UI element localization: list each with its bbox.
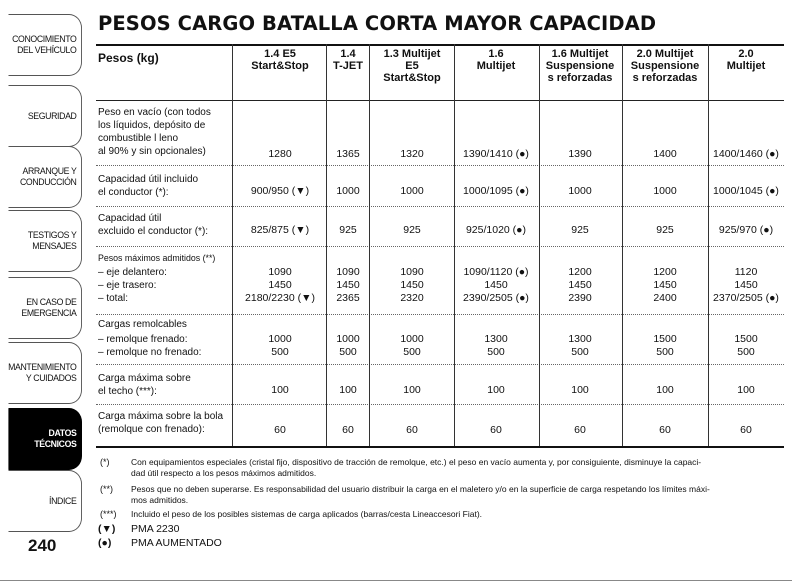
row-label: – remolque frenado: [98, 334, 188, 345]
table-cell: 1000 [568, 185, 592, 197]
table-cell: 100 [403, 384, 421, 396]
table-cell: 1500 [653, 333, 677, 345]
sidebar-tab-label: EN CASO DE EMERGENCIA [21, 297, 77, 319]
table-cell: 1200 [568, 266, 592, 278]
row-label: (remolque con frenado): [98, 424, 205, 435]
column-header-line: 2.0 [738, 48, 754, 60]
column-header-line: 1.3 Multijet [383, 48, 441, 60]
footnote-mark: (*) [100, 457, 110, 467]
column-header-line: E5 [405, 60, 419, 72]
sidebar-tab-arranque[interactable] [8, 146, 82, 208]
table-cell: 500 [339, 346, 357, 358]
column-header-line: Multijet [476, 60, 516, 72]
table-cell: 1450 [268, 279, 292, 291]
page-title: PESOS CARGO BATALLA CORTA MAYOR CAPACIDAD [98, 12, 657, 35]
column-header [454, 48, 538, 72]
table-cell: 500 [403, 346, 421, 358]
row-label: – remolque no frenado: [98, 347, 202, 358]
table-cell: 1000 [268, 333, 292, 345]
row-label: el techo (***): [98, 386, 157, 397]
row-label: Capacidad útil [98, 213, 162, 224]
table-cell: 500 [737, 346, 755, 358]
table-cell: 100 [487, 384, 505, 396]
table-cell: 2365 [336, 292, 360, 304]
sidebar-tab-emergencia[interactable] [8, 277, 82, 339]
table-cell: 1090 [336, 266, 360, 278]
table-cell: 1500 [734, 333, 758, 345]
row-divider [96, 246, 784, 247]
table-cell: 925 [656, 224, 674, 236]
table-cell: 925/970 (●) [718, 224, 774, 236]
sidebar-tab-mantenimiento[interactable] [8, 342, 82, 404]
page-number: 240 [28, 536, 57, 555]
row-label: – eje delantero: [98, 267, 167, 278]
row-divider [96, 206, 784, 207]
table-cell: 1300 [568, 333, 592, 345]
table-header-label: Pesos (kg) [98, 51, 159, 65]
column-header-line: s reforzadas [547, 72, 613, 84]
table-cell: 1200 [653, 266, 677, 278]
column-header-line: Suspensione [630, 60, 700, 72]
table-bottom-rule [96, 446, 784, 448]
column-header-line: Start&Stop [383, 72, 441, 84]
row-label: – total: [98, 293, 129, 304]
row-divider [96, 364, 784, 365]
table-cell: 1450 [568, 279, 592, 291]
table-cell: 1320 [400, 148, 424, 160]
row-label: combustible l leno [98, 133, 179, 144]
table-cell: 1000 [400, 185, 424, 197]
row-label: Capacidad útil incluido [98, 174, 199, 185]
row-label: excluido el conductor (*): [98, 226, 209, 237]
footnote-mark: (***) [100, 509, 117, 519]
column-header-line: s reforzadas [632, 72, 698, 84]
sidebar-tab-label: ÍNDICE [49, 495, 77, 507]
table-cell: 60 [274, 424, 286, 436]
table-cell: 60 [659, 424, 671, 436]
table-cell: 1390/1410 (●) [463, 148, 529, 160]
table-cell: 100 [737, 384, 755, 396]
sidebar-tab-label: CONOCIMIENTO DEL VEHÍCULO [12, 34, 77, 56]
column-header-line: 1.6 Multijet [551, 48, 609, 60]
table-cell: 925 [339, 224, 357, 236]
column-header-line: 1.4 E5 [264, 48, 296, 60]
table-cell: 1400 [653, 148, 677, 160]
legend-symbol: (●) [98, 537, 112, 549]
footnote-text: Con equipamientos especiales (cristal fijo, dispositivo de tracción de remolque, etc.) el peso en vacío aumenta y, por consiguiente, disminuye la capaci- [131, 457, 702, 467]
table-cell: 100 [656, 384, 674, 396]
footnote-text: mos admitidos. [131, 495, 189, 505]
table-cell: 1000 [336, 333, 360, 345]
table-cell: 60 [342, 424, 354, 436]
table-cell: 1450 [336, 279, 360, 291]
table-cell: 2390/2505 (●) [463, 292, 529, 304]
table-cell: 500 [487, 346, 505, 358]
table-cell: 1450 [484, 279, 508, 291]
table-cell: 1280 [268, 148, 292, 160]
column-header [327, 48, 369, 72]
column-header-line: 1.4 [340, 48, 356, 60]
table-cell: 925 [571, 224, 589, 236]
table-cell: 60 [490, 424, 502, 436]
table-cell: 60 [740, 424, 752, 436]
row-divider [96, 404, 784, 405]
table-top-rule [96, 44, 784, 46]
sidebar-tab-label: SEGURIDAD [27, 110, 77, 122]
sidebar-tab-datos-tecnicos[interactable] [8, 408, 82, 470]
table-cell: 1120 [734, 266, 758, 278]
table-cell: 2370/2505 (●) [713, 292, 779, 304]
column-header-line: Suspensione [545, 60, 615, 72]
column-header-line: 2.0 Multijet [636, 48, 694, 60]
sidebar-nav [0, 0, 86, 585]
table-cell: 500 [656, 346, 674, 358]
sidebar-tab-label: DATOS TÉCNICOS [34, 428, 77, 450]
table-cell: 925 [403, 224, 421, 236]
row-label: Peso en vacío (con todos [98, 107, 211, 118]
footnote-text: dad útil respecto a los pesos máximos admitidos. [131, 468, 317, 478]
table-cell: 1000 [653, 185, 677, 197]
table-cell: 100 [271, 384, 289, 396]
footnote-mark: (**) [100, 484, 113, 494]
table-cell: 900/950 (▼) [250, 185, 310, 197]
column-header [539, 48, 621, 84]
sidebar-tab-indice[interactable] [8, 470, 82, 532]
table-cell: 1090 [400, 266, 424, 278]
row-label: el conductor (*): [98, 187, 169, 198]
table-cell: 1000/1095 (●) [463, 185, 529, 197]
table-cell: 1450 [653, 279, 677, 291]
legend-text: PMA AUMENTADO [131, 537, 222, 549]
column-header [623, 48, 707, 84]
table-cell: 2180/2230 (▼) [245, 292, 315, 304]
row-label: al 90% y sin opcionales) [98, 146, 206, 157]
column-header-line: Start&Stop [251, 60, 309, 72]
legend-symbol: (▼) [98, 523, 116, 535]
sidebar-tab-seguridad[interactable] [8, 85, 82, 147]
row-label: Pesos máximos admitidos (**) [98, 253, 216, 263]
row-divider [96, 165, 784, 166]
column-header-line: T-JET [333, 60, 363, 72]
row-label: Carga máxima sobre [98, 373, 191, 384]
table-cell: 1000/1045 (●) [713, 185, 779, 197]
table-cell: 1090/1120 (●) [463, 266, 529, 278]
footnote-text: Pesos que no deben superarse. Es responsabilidad del usuario distribuir la carga en el maletero y/o en la superficie de carga respetando los límites máxi- [131, 484, 710, 494]
column-header-line: 1.6 [488, 48, 504, 60]
footnote-text: Incluido el peso de los posibles sistemas de carga aplicados (barras/cesta Lineaccesori Fiat). [131, 509, 483, 519]
row-label: Carga máxima sobre la bola [98, 411, 224, 422]
sidebar-tab-conocimiento[interactable] [8, 14, 82, 76]
table-cell: 2400 [653, 292, 677, 304]
table-cell: 1390 [568, 148, 592, 160]
legend-text: PMA 2230 [131, 523, 180, 535]
sidebar-tab-testigos[interactable] [8, 210, 82, 272]
column-header-line: Multijet [726, 60, 766, 72]
table-cell: 1090 [268, 266, 292, 278]
column-header [370, 48, 454, 84]
table-cell: 2320 [400, 292, 424, 304]
table-cell: 60 [406, 424, 418, 436]
table-cell: 1400/1460 (●) [713, 148, 779, 160]
table-header-rule [96, 100, 784, 101]
sidebar-tab-label: ARRANQUE Y CONDUCCIÓN [19, 166, 77, 188]
table-cell: 1000 [400, 333, 424, 345]
row-label: los líquidos, depósito de [98, 120, 206, 131]
column-header [704, 48, 788, 72]
sidebar-tab-label: TESTIGOS Y MENSAJES [27, 230, 77, 252]
table-cell: 1450 [400, 279, 424, 291]
table-cell: 1000 [336, 185, 360, 197]
sidebar-tab-label: MANTENIMIENTO Y CUIDADOS [8, 362, 77, 384]
table-cell: 500 [271, 346, 289, 358]
table-cell: 500 [571, 346, 589, 358]
row-label: Cargas remolcables [98, 319, 187, 330]
table-cell: 825/875 (▼) [250, 224, 310, 236]
page-bottom-rule [0, 580, 792, 581]
row-label: – eje trasero: [98, 280, 157, 291]
table-cell: 100 [571, 384, 589, 396]
table-cell: 60 [574, 424, 586, 436]
table-cell: 100 [339, 384, 357, 396]
column-header [234, 48, 326, 72]
table-cell: 925/1020 (●) [465, 224, 527, 236]
table-cell: 2390 [568, 292, 592, 304]
table-cell: 1365 [336, 148, 360, 160]
row-divider [96, 314, 784, 315]
table-cell: 1450 [734, 279, 758, 291]
table-cell: 1300 [484, 333, 508, 345]
